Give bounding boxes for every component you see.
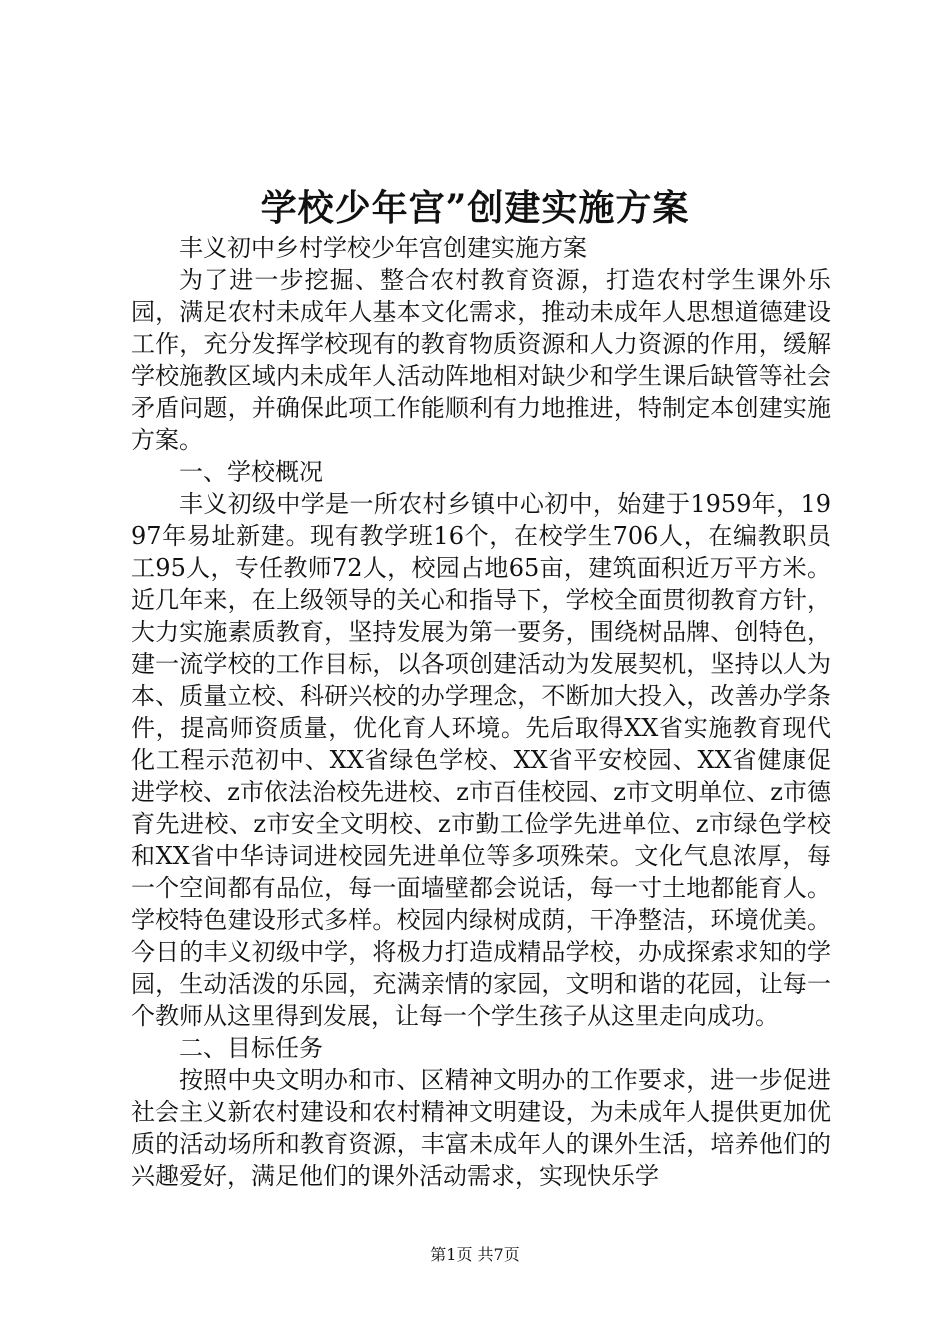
subtitle-line: 丰义初中乡村学校少年宫创建实施方案 — [179, 234, 587, 262]
intro-paragraph: 为了进一步挖掘、整合农村教育资源，打造农村学生课外乐园，满足农村未成年人基本文化需求，推动未成年人思想道德建设工作，充分发挥学校现有的教育物质资源和人力资源的作用，缓解学校施教区域内未成年人活动阵地相对缺少和学生课后缺管等社会矛盾问题，并确保此项工作能顺利有力地推进，特制定本创建实施方案。 — [131, 266, 831, 454]
document-title: 学校少年宫”创建实施方案 — [260, 187, 690, 229]
page-footer: 第1页 共7页 — [430, 1245, 520, 1264]
section-heading-goals: 二、目标任务 — [179, 1034, 323, 1062]
section-heading-school-overview: 一、学校概况 — [179, 458, 323, 486]
goals-paragraph: 按照中央文明办和市、区精神文明办的工作要求，进一步促进社会主义新农村建设和农村精神文明建设，为未成年人提供更加优质的活动场所和教育资源，丰富未成年人的课外生活，培养他们的兴趣爱好，满足他们的课外活动需求，实现快乐学 — [131, 1066, 831, 1190]
document-body — [131, 232, 831, 1192]
school-overview-paragraph: 丰义初级中学是一所农村乡镇中心初中，始建于1959年，1997年易址新建。现有教学班16个，在校学生706人，在编教职员工95人，专任教师72人，校园占地65亩，建筑面积近万平方米。近几年来，在上级领导的关心和指导下，学校全面贯彻教育方针，大力实施素质教育，坚持发展为第一要务，围绕树品牌、创特色，建一流学校的工作目标，以各项创建活动为发展契机，坚持以人为本、质量立校、科研兴校的办学理念，不断加大投入，改善办学条件，提高师资质量，优化育人环境。先后取得XX省实施教育现代化工程示范初中、XX省绿色学校、XX省平安校园、XX省健康促进学校、z市依法治校先进校、z市百佳校园、z市文明单位、z市德育先进校、z市安全文明校、z市勤工俭学先进单位、z市绿色学校和XX省中华诗词进校园先进单位等多项殊荣。文化气息浓厚，每一个空间都有品位，每一面墙壁都会说话，每一寸土地都能育人。学校特色建设形式多样。校园内绿树成荫，干净整洁，环境优美。今日的丰义初级中学，将极力打造成精品学校，办成探索求知的学园，生动活泼的乐园，充满亲情的家园，文明和谐的花园，让每一个教师从这里得到发展，让每一个学生孩子从这里走向成功。 — [131, 490, 831, 1030]
